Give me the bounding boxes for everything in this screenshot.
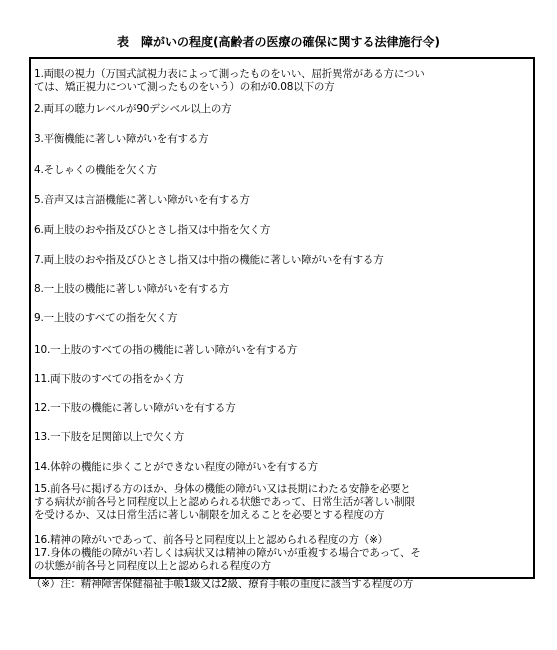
- table-row: [34, 431, 530, 444]
- row-text-line: 1.両眼の視力（万国式試視力表によって測ったものをいい、屈折異常がある方につい: [34, 68, 425, 80]
- table-row: [34, 68, 530, 94]
- row-text-line: 5.音声又は言語機能に著しい障がいを有する方: [34, 194, 250, 206]
- row-text-line: する病状が前各号と同程度以上と認められる状態であって、日常生活が著しい制限: [34, 496, 415, 508]
- row-text-line: を受けるか、又は日常生活に著しい制限を加えることを必要とする程度の方: [34, 509, 385, 521]
- row-text-line: ては、矯正視力について測ったものをいう）の和が0.08以下の方: [34, 81, 335, 93]
- disability-criteria-table: [29, 57, 535, 579]
- table-title: 表 障がいの程度(高齢者の医療の確保に関する法律施行令): [117, 35, 440, 49]
- table-row: [34, 164, 530, 177]
- row-text-line: 6.両上肢のおや指及びひとさし指又は中指を欠く方: [34, 224, 271, 236]
- row-text-line: 3.平衡機能に著しい障がいを有する方: [34, 133, 209, 145]
- row-text-line: 13.一下肢を足関節以上で欠く方: [34, 431, 184, 443]
- row-text-line: 8.一上肢の機能に著しい障がいを有する方: [34, 283, 230, 295]
- row-text-line: 14.体幹の機能に歩くことができない程度の障がいを有する方: [34, 461, 318, 473]
- table-row: [34, 224, 530, 237]
- table-row: [34, 254, 530, 267]
- row-text-line: 9.一上肢のすべての指を欠く方: [34, 312, 178, 324]
- table-row: [34, 402, 530, 415]
- table-row: [34, 194, 530, 207]
- table-row: [34, 312, 530, 325]
- row-text-line: 11.両下肢のすべての指をかく方: [34, 373, 184, 385]
- table-row: [34, 283, 530, 296]
- table-row: [34, 103, 530, 116]
- row-text-line: 7.両上肢のおや指及びひとさし指又は中指の機能に著しい障がいを有する方: [34, 254, 384, 266]
- row-text-line: 4.そしゃくの機能を欠く方: [34, 164, 157, 176]
- table-row: [34, 483, 530, 522]
- row-text-line: 17.身体の機能の障がい若しくは病状又は精神の障がいが重複する場合であって、そ: [34, 547, 421, 559]
- table-row: [34, 461, 530, 474]
- row-text-line: の状態が前各号と同程度以上と認められる程度の方: [34, 560, 271, 572]
- table-row: [34, 534, 530, 547]
- table-row: [34, 373, 530, 386]
- row-text-line: 2.両耳の聴力レベルが90デシベル以上の方: [34, 103, 232, 115]
- row-text-line: 12.一下肢の機能に著しい障がいを有する方: [34, 402, 236, 414]
- table-row: [34, 344, 530, 357]
- table-row: [34, 133, 530, 146]
- row-text-line: 16.精神の障がいであって、前各号と同程度以上と認められる程度の方（※）: [34, 534, 388, 546]
- row-text-line: 10.一上肢のすべての指の機能に著しい障がいを有する方: [34, 344, 298, 356]
- row-text-line: 15.前各号に掲げる方のほか、身体の機能の障がい又は長期にわたる安静を必要と: [34, 483, 411, 495]
- table-row: [34, 547, 530, 573]
- footnote: （※）注：精神障害保健福祉手帳1級又は2級、療育手帳の重度に該当する程度の方: [31, 578, 414, 590]
